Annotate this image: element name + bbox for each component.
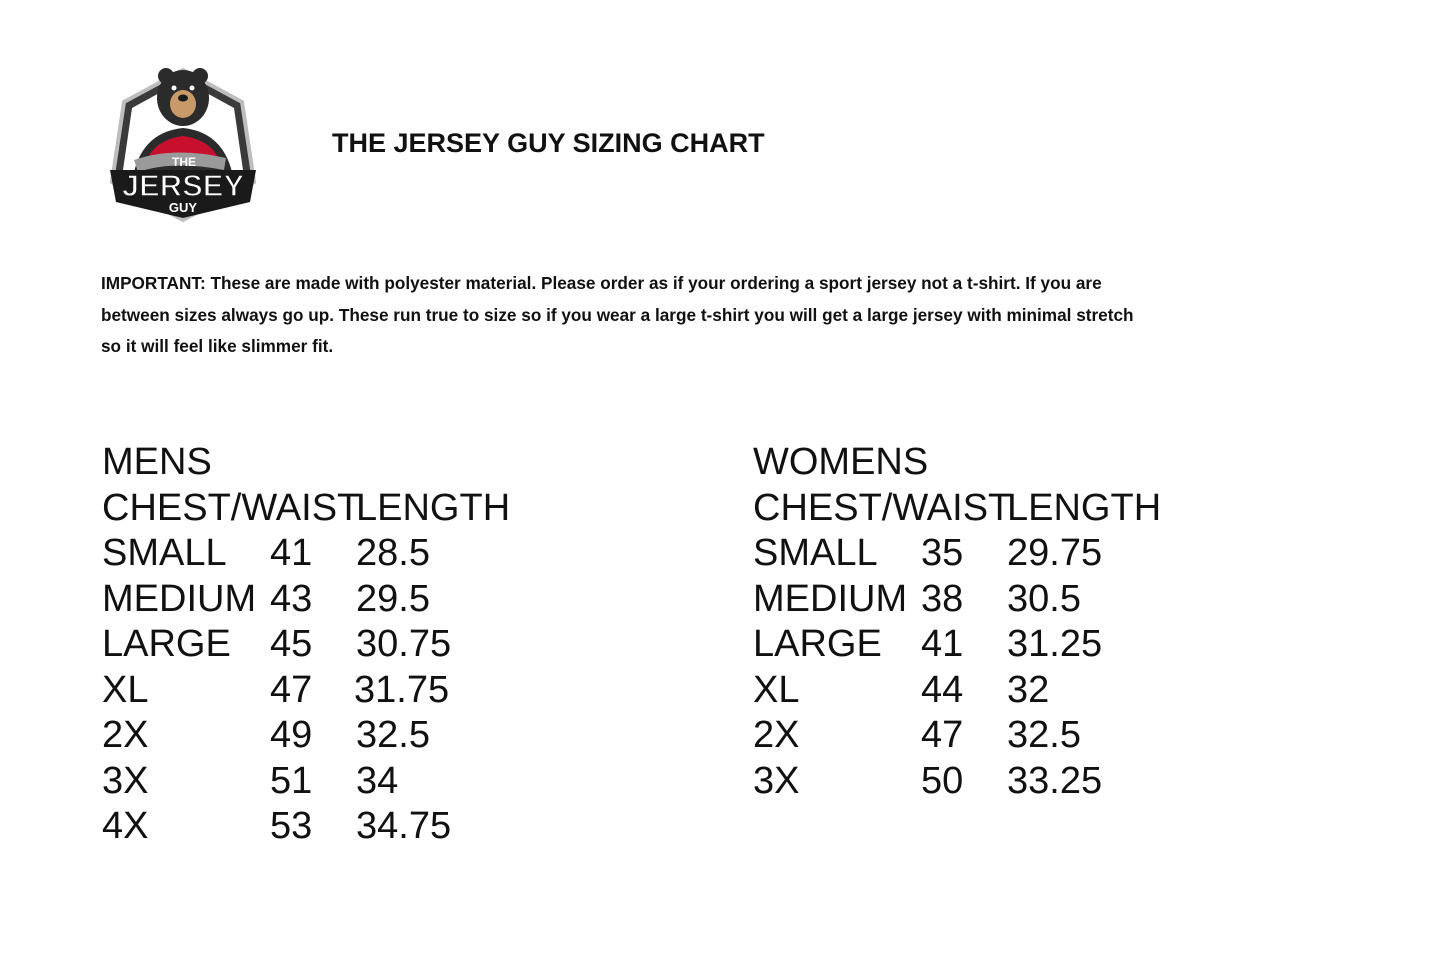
length-value: 32.5	[356, 714, 430, 756]
logo-text-jersey: JERSEY	[121, 168, 245, 203]
length-value: 28.5	[356, 532, 430, 574]
page-title: THE JERSEY GUY SIZING CHART	[332, 128, 765, 158]
size-label: SMALL	[102, 532, 227, 574]
column-header-length: LENGTH	[1007, 486, 1162, 529]
size-label: MEDIUM	[753, 577, 908, 620]
length-value: 29.5	[356, 577, 430, 620]
bear-mascot-icon	[104, 62, 262, 224]
chest-value: 47	[921, 714, 964, 756]
length-value: 34	[356, 759, 399, 802]
notice-line: so it will feel like slimmer fit.	[101, 336, 334, 356]
size-label: 4X	[102, 805, 149, 847]
chest-value: 41	[270, 532, 313, 574]
size-label: 3X	[753, 759, 800, 802]
size-label: LARGE	[102, 623, 231, 665]
chest-value: 53	[270, 805, 313, 847]
table-row	[102, 577, 430, 623]
womens-column-headers	[753, 486, 1162, 532]
size-label: 2X	[102, 714, 149, 756]
table-row	[753, 713, 1081, 759]
table-row	[102, 713, 430, 759]
table-row	[102, 759, 399, 805]
table-row	[102, 622, 452, 668]
size-label: LARGE	[753, 623, 882, 665]
chest-value: 49	[270, 714, 313, 756]
chest-value: 43	[270, 577, 313, 620]
chest-value: 50	[921, 759, 964, 802]
length-value: 32.5	[1007, 714, 1081, 756]
size-label: 2X	[753, 714, 800, 756]
length-value: 31.25	[1007, 623, 1103, 665]
chest-value: 35	[921, 532, 964, 574]
column-header-chest-waist: CHEST/WAIST	[753, 486, 1012, 529]
table-row	[753, 668, 1050, 714]
womens-size-table	[753, 440, 1162, 804]
size-label: XL	[102, 668, 149, 711]
length-value: 30.5	[1007, 577, 1081, 620]
column-header-chest-waist: CHEST/WAIST	[102, 486, 361, 529]
length-value: 31.75	[354, 668, 450, 711]
length-value: 30.75	[356, 623, 452, 665]
mens-heading: MENS	[102, 441, 212, 483]
mens-column-headers	[102, 486, 511, 532]
length-value: 33.25	[1007, 759, 1103, 802]
table-row	[753, 622, 1103, 668]
womens-heading: WOMENS	[753, 441, 929, 483]
column-header-length: LENGTH	[356, 486, 511, 529]
chest-value: 51	[270, 759, 313, 802]
size-label: XL	[753, 668, 800, 711]
size-label: 3X	[102, 759, 149, 802]
size-label: SMALL	[753, 532, 878, 574]
logo-text-guy: GUY	[168, 200, 198, 215]
length-value: 32	[1007, 668, 1050, 711]
mens-size-table	[102, 440, 511, 850]
table-row	[102, 668, 450, 714]
table-row	[102, 804, 452, 850]
notice-line: between sizes always go up. These run true to size so if you wear a large t-shirt you will get a large jersey with minimal stretch	[101, 304, 1134, 325]
length-value: 34.75	[356, 805, 452, 847]
chest-value: 38	[921, 577, 964, 620]
table-row	[102, 531, 430, 577]
table-row	[753, 577, 1081, 623]
chest-value: 41	[921, 623, 964, 665]
chest-value: 47	[270, 668, 313, 711]
important-notice	[101, 268, 1281, 363]
table-row	[753, 531, 1103, 577]
chest-value: 45	[270, 623, 313, 665]
table-row	[753, 759, 1103, 805]
notice-line: IMPORTANT: These are made with polyester material. Please order as if your ordering a sport jersey not a t-shirt. If you are	[101, 273, 1102, 293]
logo-text-the: THE	[172, 155, 196, 169]
chest-value: 44	[921, 668, 964, 711]
size-label: MEDIUM	[102, 577, 257, 620]
brand-logo	[104, 62, 262, 224]
length-value: 29.75	[1007, 532, 1103, 574]
